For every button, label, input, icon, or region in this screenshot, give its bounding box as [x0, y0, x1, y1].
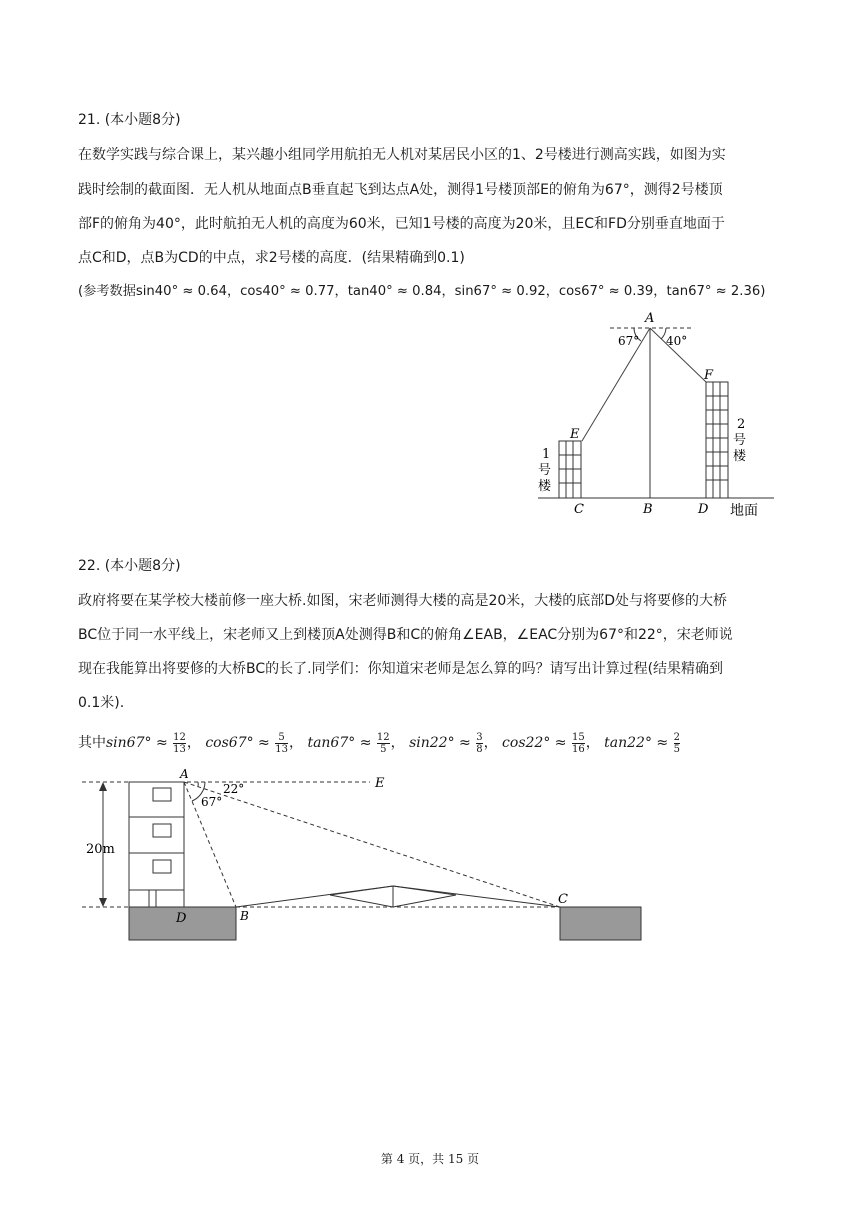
label-ground: 地面 — [730, 503, 758, 519]
building-1-label: 号 — [538, 463, 552, 478]
label-B: B — [240, 909, 249, 923]
page-footer: 第 4 页，共 15 页 — [380, 1152, 480, 1166]
ground-block-right — [560, 907, 641, 940]
q22-text-line: 政府将要在某学校大楼前修一座大桥.如图，宋老师测得大楼的高是20米，大楼的底部D处与将要修的大桥 — [78, 593, 728, 609]
building-1-label: 1 — [542, 447, 551, 462]
label-C: C — [558, 892, 568, 907]
label-D: D — [176, 911, 187, 926]
bridge — [236, 886, 560, 907]
label-height: 20m — [86, 842, 115, 857]
q22-text-line: 0.1米). — [78, 695, 125, 711]
ref-fraction: $\frac{12}{13}$ — [173, 731, 186, 755]
building-2 — [706, 382, 728, 498]
label-C: C — [574, 502, 584, 517]
school-building — [129, 782, 184, 907]
building-2-label: 2 — [737, 417, 746, 432]
ref-fraction: $\frac{15}{16}$ — [571, 731, 585, 755]
q21-text-line: 点C和D，点B为CD的中点，求2号楼的高度．(结果精确到0.1) — [78, 250, 465, 266]
ref-fn: tan67° — [307, 735, 356, 751]
q21-heading: 21. (本小题8分) — [78, 112, 181, 128]
building-1-label: 楼 — [538, 479, 552, 494]
ref-fraction: $\frac{2}{5}$ — [673, 731, 680, 755]
q21-text-line: 部F的俯角为40°，此时航拍无人机的高度为60米，已知1号楼的高度为20米，且EC和FD分别垂直地面于 — [78, 216, 725, 232]
label-angle-40: 40° — [666, 334, 688, 348]
ref-fn: cos67° — [205, 735, 254, 751]
label-B: B — [643, 502, 653, 517]
building-2-label: 号 — [733, 433, 747, 448]
label-angle-67: 67° — [201, 795, 223, 809]
label-F: F — [704, 368, 714, 383]
label-angle-22: 22° — [223, 782, 245, 796]
q22-heading: 22. (本小题8分) — [78, 558, 181, 574]
q22-text-line: 现在我能算出将要修的大桥BC的长了.同学们：你知道宋老师是怎么算的吗？请写出计算过程(结果精确到 — [78, 661, 724, 677]
ref-fn: sin22° — [409, 735, 455, 751]
ref-fraction: $\frac{3}{8}$ — [476, 731, 483, 755]
label-D: D — [698, 502, 709, 517]
label-E: E — [375, 776, 385, 791]
q22-reference-data: 其中sin67° ≈ $\frac{12}{13}$ ， cos67° ≈ $\frac{5}{13}$ ， tan67° ≈ $\frac{12}{5}$ ， sin22° ≈ $\frac{3}{8}$ ， cos22° ≈ $\frac{15}{16}$ ， tan22° ≈ $\frac{2}{5}$ — [78, 731, 680, 755]
ref-prefix: 其中 — [78, 735, 106, 751]
ref-fn: tan22° — [604, 735, 652, 751]
ref-fn: sin67° — [106, 735, 152, 751]
label-E: E — [570, 427, 580, 442]
label-A: A — [645, 311, 655, 326]
q21-reference-data: (参考数据sin40° ≈ 0.64，cos40° ≈ 0.77，tan40° ≈ 0.84，sin67° ≈ 0.92，cos67° ≈ 0.39，tan67° ≈ 2.36) — [78, 284, 766, 299]
q21-figure — [530, 308, 780, 523]
ref-fraction: $\frac{5}{13}$ — [275, 731, 288, 755]
q22-text-line: BC位于同一水平线上，宋老师又上到楼顶A处测得B和C的俯角∠EAB，∠EAC分别为67°和22°，宋老师说 — [78, 627, 733, 643]
ref-fn: cos22° — [502, 735, 551, 751]
label-A: A — [180, 767, 189, 781]
q21-text-line: 践时绘制的截面图．无人机从地面点B垂直起飞到达点A处，测得1号楼顶部E的俯角为67°，测得2号楼顶 — [78, 182, 723, 198]
q22-figure — [80, 765, 650, 945]
q21-text-line: 在数学实践与综合课上，某兴趣小组同学用航拍无人机对某居民小区的1、2号楼进行测高实践，如图为实 — [78, 147, 726, 163]
building-1 — [559, 441, 581, 498]
ref-fraction: $\frac{12}{5}$ — [376, 731, 390, 755]
label-angle-67: 67° — [618, 334, 640, 348]
building-2-label: 楼 — [733, 449, 747, 464]
